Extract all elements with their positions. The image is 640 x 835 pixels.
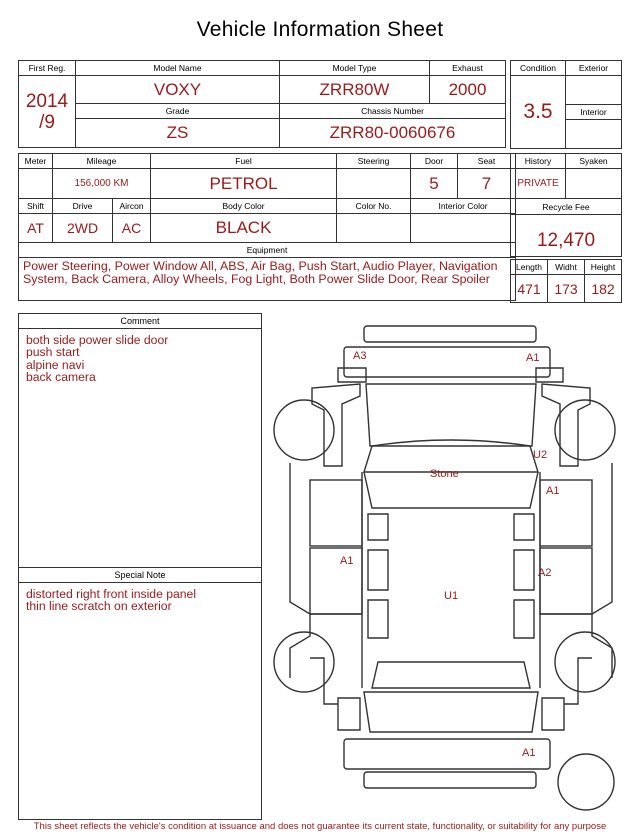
damage-front-left: A3 <box>353 350 367 362</box>
aircon-label: Aircon <box>113 199 151 214</box>
mileage-label: Mileage <box>53 154 151 169</box>
right-rear-wheel <box>555 632 615 692</box>
condition-table <box>510 60 622 149</box>
grade-label: Grade <box>76 104 280 119</box>
fuel-value: PETROL <box>151 169 337 199</box>
drive-value: 2WD <box>53 214 113 243</box>
model-type-label: Model Type <box>280 61 430 76</box>
left-quarter-window <box>368 600 388 638</box>
rear-bumper-bottom <box>364 772 536 788</box>
shift-value: AT <box>19 214 53 243</box>
right-quarter-window <box>514 600 534 638</box>
left-front-door <box>310 480 362 546</box>
interior-color-value <box>411 214 516 243</box>
interior-value <box>566 120 622 149</box>
hood <box>366 384 536 446</box>
comment-lines <box>19 329 261 384</box>
first-reg-year: 2014 <box>25 90 69 112</box>
rear-window <box>372 662 530 688</box>
model-name-value: VOXY <box>76 76 280 104</box>
equipment-value: Power Steering, Power Window All, ABS, Air Bag, Push Start, Audio Player, Navigation System, Back Camera, Alloy Wheels, Fog Light, Both Power Slide Door, Rear Spoiler <box>19 258 516 301</box>
special-note-label: Special Note <box>19 568 261 583</box>
left-rear-wheel <box>274 632 334 692</box>
height-value: 182 <box>585 275 622 303</box>
right-rear-door <box>540 548 592 614</box>
special-note-box <box>18 567 262 820</box>
history-label: History <box>511 154 566 169</box>
door-label: Door <box>411 154 458 169</box>
width-label: Widht <box>548 260 585 275</box>
interior-label: Interior <box>566 105 622 120</box>
damage-front-right: A1 <box>526 352 540 364</box>
first-reg-label: First Reg. <box>19 61 76 76</box>
special-note-lines <box>19 583 261 613</box>
first-reg-value <box>19 76 76 148</box>
comment-box <box>18 313 262 568</box>
damage-left-side: A1 <box>340 555 354 567</box>
right-front-wheel <box>555 400 615 460</box>
car-damage-diagram <box>268 318 634 820</box>
history-table <box>510 153 622 257</box>
front-bumper <box>344 347 550 377</box>
grade-value: ZS <box>76 119 280 148</box>
comment-line: alpine navi <box>26 357 85 372</box>
recycle-fee-value: 12,470 <box>511 215 622 257</box>
aircon-value: AC <box>113 214 151 243</box>
fuel-label: Fuel <box>151 154 337 169</box>
interior-color-label: Interior Color <box>411 199 516 214</box>
left-body-outline <box>290 463 310 678</box>
history-value: PRIVATE <box>511 169 566 199</box>
length-value: 471 <box>511 275 548 303</box>
exhaust-label: Exhaust <box>430 61 506 76</box>
right-rear-fender <box>540 614 592 704</box>
model-type-value: ZRR80W <box>280 76 430 104</box>
door-value: 5 <box>411 169 458 199</box>
tailgate <box>364 692 538 732</box>
damage-right-front-panel: U2 <box>533 449 548 461</box>
exterior-value <box>566 76 622 105</box>
comment-line: push start <box>26 345 80 360</box>
left-tail-light <box>338 698 360 730</box>
steering-label: Steering <box>337 154 411 169</box>
comment-line: back camera <box>26 370 96 385</box>
equipment-label: Equipment <box>19 243 516 258</box>
exterior-label: Exterior <box>566 61 622 76</box>
width-value: 173 <box>548 275 585 303</box>
comment-label: Comment <box>19 314 261 329</box>
right-rear-window <box>514 550 534 590</box>
sheet-title: Vehicle Information Sheet <box>196 18 444 41</box>
shift-label: Shift <box>19 199 53 214</box>
seat-label: Seat <box>458 154 516 169</box>
meter-label: Meter <box>19 154 53 169</box>
damage-windshield: Stone <box>430 468 459 480</box>
meter-value <box>19 169 53 199</box>
spare-wheel <box>558 754 614 810</box>
left-front-wheel <box>274 400 334 460</box>
length-label: Length <box>511 260 548 275</box>
right-body-outline <box>592 463 612 678</box>
damage-right-front-door: A1 <box>546 485 560 497</box>
damage-right-rear-door: A2 <box>538 567 552 579</box>
special-note-line: thin line scratch on exterior <box>26 599 172 614</box>
damage-roof: U1 <box>444 590 459 602</box>
special-note-line: distorted right front inside panel <box>26 587 197 601</box>
left-front-window <box>368 514 388 540</box>
syaken-value <box>566 169 622 199</box>
left-rear-window <box>368 550 388 590</box>
left-rear-fender <box>310 614 362 704</box>
right-front-window <box>514 514 534 540</box>
body-color-label: Body Color <box>151 199 337 214</box>
mileage-value: 156,000 KM <box>53 169 151 199</box>
vehicle-basic-table <box>18 60 506 148</box>
comment-line: both side power slide door <box>26 333 169 347</box>
exhaust-value: 2000 <box>430 76 506 104</box>
left-rear-door <box>310 548 362 614</box>
drive-label: Drive <box>53 199 113 214</box>
seat-value: 7 <box>458 169 516 199</box>
condition-label: Condition <box>511 61 566 76</box>
chassis-number-label: Chassis Number <box>280 104 506 119</box>
steering-value <box>337 169 411 199</box>
color-no-label: Color No. <box>337 199 411 214</box>
front-left-corner <box>338 368 366 382</box>
syaken-label: Syaken <box>566 154 622 169</box>
first-reg-month: /9 <box>39 111 55 133</box>
vehicle-detail-table <box>18 153 516 301</box>
recycle-fee-label: Recycle Fee <box>511 199 622 215</box>
left-front-fender <box>312 384 360 466</box>
disclaimer-footer: This sheet reflects the vehicle's condition at issuance and does not guarantee its current state, functionality, or suitability for any purpose <box>33 821 607 832</box>
rear-bumper <box>344 739 550 769</box>
dimensions-table <box>510 259 622 303</box>
condition-value: 3.5 <box>511 76 566 149</box>
front-bumper-top <box>364 326 536 342</box>
right-tail-light <box>542 698 564 730</box>
height-label: Height <box>585 260 622 275</box>
roof <box>362 472 540 688</box>
chassis-number-value: ZRR80-0060676 <box>280 119 506 148</box>
color-no-value <box>337 214 411 243</box>
damage-rear: A1 <box>522 747 536 759</box>
model-name-label: Model Name <box>76 61 280 76</box>
body-color-value: BLACK <box>151 214 337 243</box>
